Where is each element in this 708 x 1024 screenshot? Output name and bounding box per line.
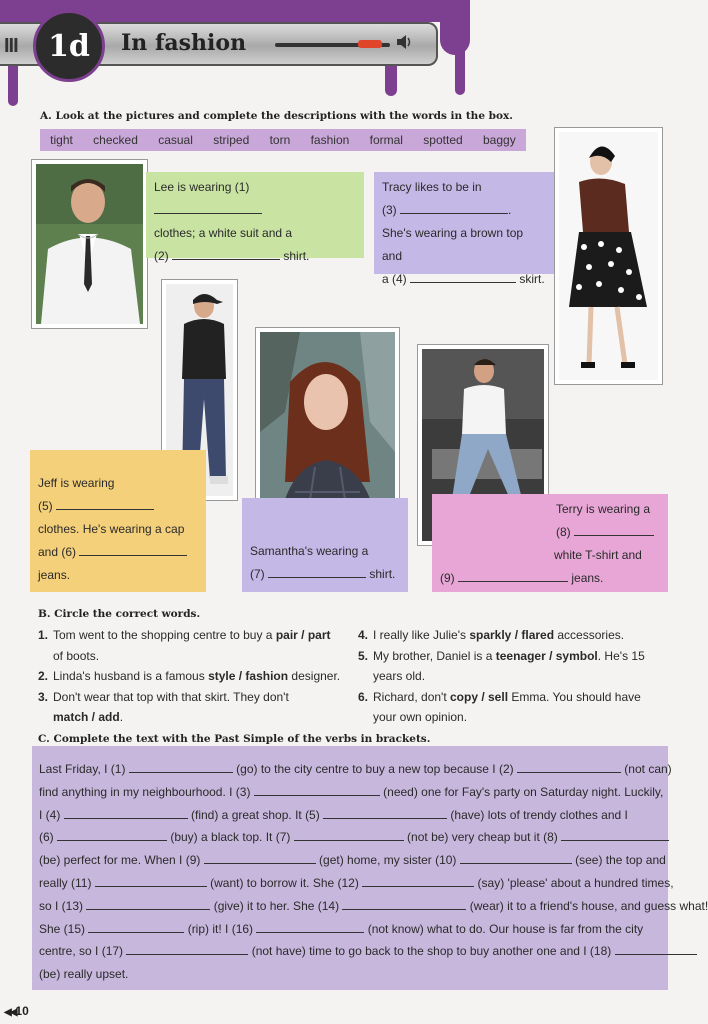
c-blank[interactable] [256, 920, 364, 933]
blank-8[interactable] [574, 523, 654, 536]
desc-terry [432, 494, 668, 592]
blank-3[interactable] [400, 201, 508, 214]
desc-jeff [30, 450, 206, 592]
c-blank[interactable] [517, 760, 621, 773]
c-blank[interactable] [129, 760, 233, 773]
jeff-line1: Jeff is wearing [38, 476, 115, 490]
terry-line3: white T-shirt and [554, 548, 642, 562]
word-box-item: torn [269, 133, 291, 147]
lee-line3a: (2) [154, 249, 169, 263]
lee-line1: Lee is wearing (1) [154, 180, 250, 194]
blank-4[interactable] [410, 270, 516, 283]
b-item-number: 3. [38, 689, 49, 704]
terry-line1: Terry is wearing a [556, 502, 651, 516]
terry-line4b: jeans. [571, 571, 604, 585]
c-line: find anything in my neighbourhood. I (3) (need) one for Fay's party on Saturday night. Luckily, [39, 784, 664, 799]
b-choice[interactable]: sparkly / flared [469, 628, 555, 642]
blank-1[interactable] [154, 201, 262, 214]
b-item-text: My brother, Daniel is a teenager / symbol. He's 15 years old. [373, 648, 645, 683]
blank-2[interactable] [172, 247, 280, 260]
c-blank[interactable] [615, 942, 697, 955]
b-item [358, 646, 658, 687]
section-a-instruction: A. Look at the pictures and complete the descriptions with the words in the box. [40, 110, 513, 122]
b-item-number: 4. [358, 628, 369, 642]
audio-slider-knob[interactable] [358, 40, 382, 48]
c-blank[interactable] [57, 828, 167, 841]
c-blank[interactable] [460, 851, 572, 864]
b-item [38, 687, 348, 728]
b-choice[interactable]: copy / sell [450, 689, 509, 704]
tracy-line2a: (3) [382, 203, 397, 217]
b-item [38, 666, 348, 687]
c-line: She (15) (rip) it! I (16) (not know) what to do. Our house is far from the city [39, 921, 644, 936]
word-box-item: casual [158, 133, 193, 147]
word-box-item: checked [93, 133, 138, 147]
b-choice[interactable]: pair / part [275, 628, 331, 642]
c-blank[interactable] [126, 942, 248, 955]
c-blank[interactable] [362, 874, 474, 887]
b-item-text: I really like Julie's sparkly / flared accessories. [373, 628, 625, 642]
blank-6[interactable] [79, 543, 187, 556]
b-item-number: 5. [358, 648, 369, 663]
b-item-number: 6. [358, 689, 369, 704]
b-item [358, 687, 658, 728]
c-blank[interactable] [86, 897, 210, 910]
photo-tracy [555, 128, 662, 384]
c-line: really (11) (want) to borrow it. She (12) (say) 'please' about a hundred times, [39, 875, 674, 890]
c-blank[interactable] [561, 828, 669, 841]
samantha-line1: Samantha's wearing a [250, 544, 369, 558]
c-blank[interactable] [64, 806, 188, 819]
tracy-line4b: skirt. [519, 272, 545, 286]
c-blank[interactable] [95, 874, 207, 887]
c-blank[interactable] [294, 828, 404, 841]
word-box-item: spotted [423, 133, 463, 147]
word-box-item: fashion [310, 133, 350, 147]
blank-7[interactable] [268, 565, 366, 578]
header-drip [455, 0, 465, 95]
c-line: centre, so I (17) (not have) time to go back to the shop to buy another one and I (18) [39, 940, 668, 963]
b-choice[interactable]: style / fashion [208, 669, 289, 683]
unit-title: In fashion [121, 30, 247, 56]
rewind-icon: ◀◀ [4, 1007, 16, 1018]
speaker-icon[interactable] [396, 34, 414, 55]
c-blank[interactable] [88, 920, 184, 933]
word-box [40, 129, 526, 151]
c-line: (6) (buy) a black top. It (7) (not be) very cheap but it (8) [39, 826, 668, 849]
samantha-line2b: shirt. [369, 567, 396, 581]
lee-line3b: shirt. [283, 249, 310, 263]
desc-samantha [242, 498, 408, 592]
b-item-text: Linda's husband is a famous style / fashion designer. [53, 669, 341, 683]
section-b-instruction: B. Circle the correct words. [38, 608, 201, 620]
b-item-text: Tom went to the shopping centre to buy a pair / part of boots. [53, 628, 331, 663]
unit-badge [33, 10, 105, 82]
blank-9[interactable] [458, 569, 568, 582]
tracy-line1: Tracy likes to be in [382, 180, 482, 194]
b-item-text: Don't wear that top with that skirt. They don't match / add. [53, 689, 289, 724]
b-item-number: 2. [38, 669, 49, 683]
section-b-right [358, 625, 658, 728]
header-drip [8, 60, 18, 106]
page-number-text: 10 [15, 1004, 29, 1018]
samantha-line2a: (7) [250, 567, 265, 581]
terry-line4a: (9) [440, 571, 455, 585]
header-stripes: III [4, 35, 18, 57]
c-line: Last Friday, I (1) (go) to the city centre to buy a new top because I (2) (not can) [39, 762, 672, 776]
section-c-instruction: C. Complete the text with the Past Simple of the verbs in brackets. [38, 733, 431, 745]
tracy-line4a: a (4) [382, 272, 407, 286]
lee-line2: clothes; a white suit and a [154, 226, 293, 240]
word-box-item: baggy [483, 133, 516, 147]
blank-5[interactable] [56, 497, 154, 510]
c-blank[interactable] [323, 806, 447, 819]
b-item-number: 1. [38, 628, 49, 642]
page-number [4, 1004, 29, 1018]
jeff-line5: jeans. [38, 568, 71, 582]
desc-lee [146, 172, 364, 263]
c-blank[interactable] [342, 897, 466, 910]
photo-lee [32, 160, 147, 328]
unit-number: 1d [48, 28, 90, 64]
terry-line2: (8) [556, 525, 571, 539]
b-item-text: Richard, don't copy / sell Emma. You should have your own opinion. [373, 689, 641, 724]
jeff-line3: clothes. He's wearing a cap [38, 522, 185, 536]
c-line: so I (13) (give) it to her. She (14) (wear) it to a friend's house, and guess what! [39, 898, 708, 913]
b-choice[interactable]: teenager / symbol [495, 648, 598, 663]
c-blank[interactable] [204, 851, 316, 864]
jeff-line4: and (6) [38, 545, 77, 559]
b-choice[interactable]: match / add [53, 710, 120, 724]
c-line: (be) really upset. [39, 967, 129, 982]
tracy-line2b: . [508, 203, 512, 217]
word-box-item: tight [50, 133, 73, 147]
tracy-line3: She's wearing a brown top and [382, 226, 524, 263]
c-line: I (4) (find) a great shop. It (5) (have) lots of trendy clothes and I [39, 807, 628, 822]
b-item [38, 625, 348, 666]
c-line: (be) perfect for me. When I (9) (get) home, my sister (10) (see) the top and [39, 853, 666, 868]
section-c-text [32, 746, 708, 990]
jeff-line2: (5) [38, 499, 53, 513]
desc-tracy [374, 172, 554, 286]
b-item [358, 625, 658, 646]
word-box-item: striped [213, 133, 250, 147]
c-blank[interactable] [254, 783, 380, 796]
word-box-item: formal [369, 133, 403, 147]
section-b-left [38, 625, 348, 728]
